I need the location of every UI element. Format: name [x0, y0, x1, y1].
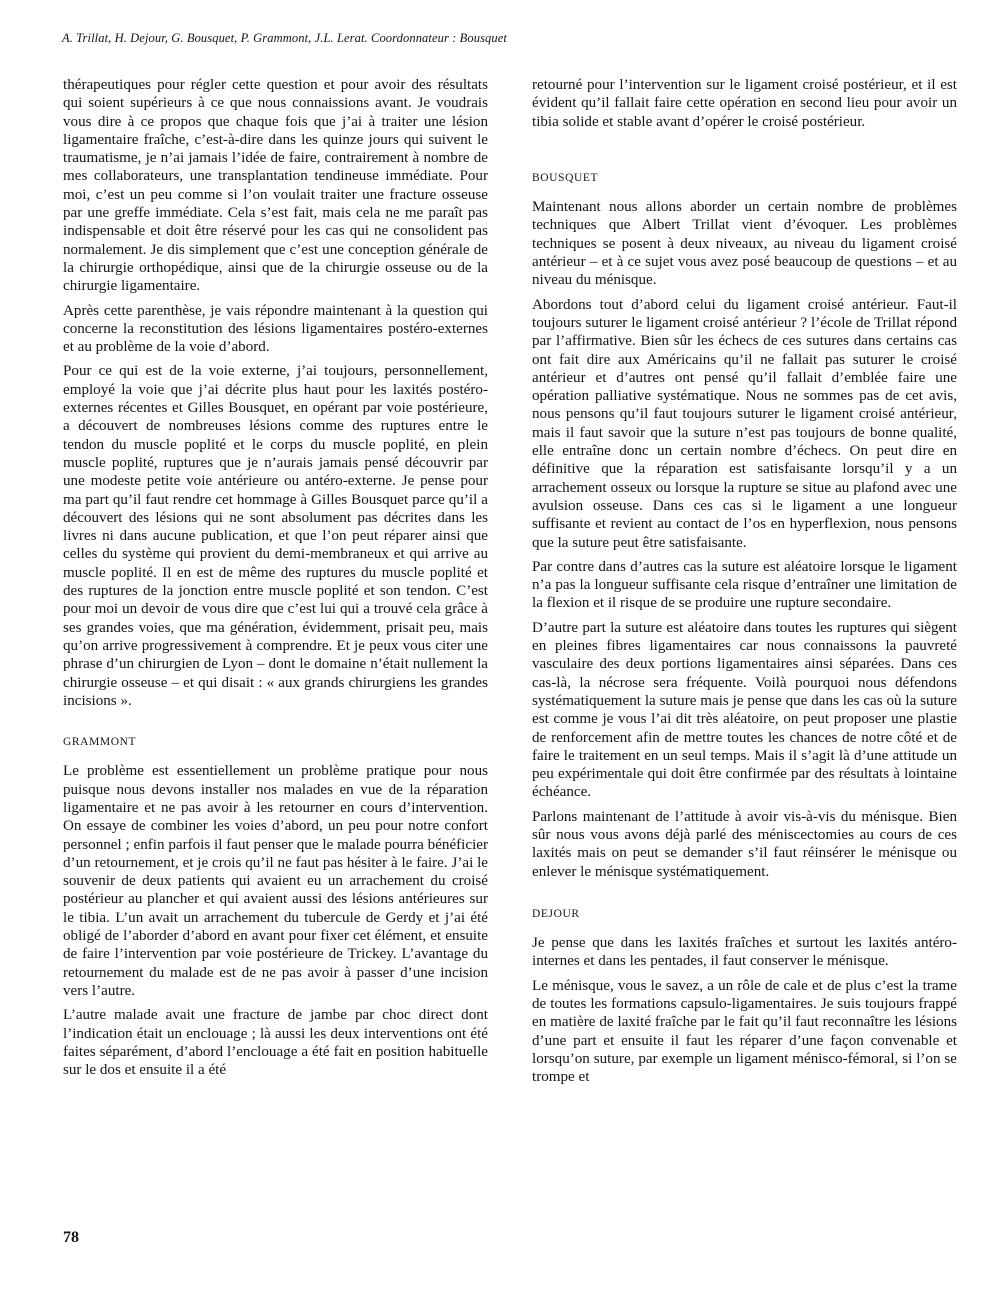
paragraph: D’autre part la suture est aléatoire dans toutes les ruptures qui siègent en pleines fibres ligamentaires car nous connaissons la pauvreté vasculaire des deux portions ligamentaires ainsi séparées. Dans ces cas-là, la nécrose sera fréquente. Voilà pourquoi nous défendons systématiquement la suture mais je pense que dans les cas où la suture est comme je vous l’ai dit très aléatoire, on peut proposer une plastie de renforcement afin de mettre toutes les chances de notre côté et de faire le traitement en un seul temps. Mais il s’agit là d’une attitude un peu expérimentale qui doit être confirmée par des résultats à lointaine échéance.	[532, 619, 957, 801]
paragraph: Après cette parenthèse, je vais répondre maintenant à la question qui concerne la reconstitution des lésions ligamentaires postéro-externes et au problème de la voie d’abord.	[63, 302, 488, 356]
paragraph: Parlons maintenant de l’attitude à avoir vis-à-vis du ménisque. Bien sûr nous vous avons déjà parlé des méniscectomies au cours de ces laxités mais on peut se demander s’il faut réinsérer le ménisque ou enlever le ménisque systématiquement.	[532, 808, 957, 880]
paragraph: Maintenant nous allons aborder un certain nombre de problèmes techniques que Albert Trillat vient d’évoquer. Les problèmes techniques se posent à deux niveaux, au niveau du ligament croisé antérieur – et à ce sujet vous avez posé beaucoup de questions – et au niveau du ménisque.	[532, 199, 957, 289]
paragraph: Le problème est essentiellement un problème pratique pour nous puisque nous devons installer nos malades en vue de la réparation ligamentaire et ne pas avoir à les retourner en cours d’intervention. On essaye de combiner les voies d’abord, un peu pour notre confort personnel ; enfin parfois il faut penser que le malade pourra bénéficier d’un retournement, et je crois qu’il ne faut pas hésiter à le faire. J’ai le souvenir de deux patients qui avaient eu un arrachement du croisé postérieur au plancher et qui avaient aussi des lésions antérieures sur le tibia. L’un avait un arrachement du tubercule de Gerdy et j’ai été obligé de l’aborder d’abord en avant pour fixer cet élément, et ensuite de faire l’intervention par voie postérieure de Trickey. L’avantage du retournement du malade est de ne pas avoir à passer d’une incision vers l’autre.	[63, 763, 488, 999]
paragraph: retourné pour l’intervention sur le ligament croisé postérieur, et il est évident qu’il fallait faire cette opération en second lieu pour avoir un tibia solide et stable avant d’opérer le croisé postérieur.	[532, 77, 957, 130]
paragraph: thérapeutiques pour régler cette question et pour avoir des résultats qui soient supérieurs à ce que nous connaissions avant. Je voudrais vous dire à ce propos que chaque fois que j’ai à traiter une lésion ligamentaire fraîche, c’est-à-dire dans les quinze jours qui suivent le traumatisme, je n’ai jamais l’idée de faire, contrairement à nombre de mes collaborateurs, une transplantation tendineuse immédiate. Pour moi, c’est un peu comme si l’on voulait traiter une fracture osseuse par une greffe immédiate. Cela s’est fait, mais cela ne me paraît pas indispensable et doit être réservé pour les cas qui ne consolident pas normalement. Je dis simplement que c’est une conception générale de la chirurgie orthopédique, ainsi que de la chirurgie osseuse ou de la chirurgie ligamentaire.	[63, 77, 488, 295]
paragraph: Je pense que dans les laxités fraîches et surtout les laxités antéro-internes et dans les pentades, il faut conserver le ménisque.	[532, 935, 957, 970]
paragraph: Le ménisque, vous le savez, a un rôle de cale et de plus c’est la trame de toutes les formations capsulo-ligamentaires. Je suis toujours frappé en matière de laxité fraîche par le fait qu’il faut reconnaître les lésions d’une part et ensuite il faut les réparer d’une façon convenable et lorsqu’on suture, par exemple un ligament ménisco-fémoral, si l’on se trompe et	[532, 977, 957, 1086]
speaker-heading-grammont: GRAMMONT	[63, 736, 137, 749]
speaker-heading-bousquet: BOUSQUET	[532, 171, 599, 184]
paragraph: Par contre dans d’autres cas la suture est aléatoire lorsque le ligament n’a pas la longueur suffisante cela risque d’entraîner une limitation de la flexion et il risque de se produire une rupture secondaire.	[532, 558, 957, 612]
right-column	[532, 76, 957, 1093]
page-number: 78	[63, 1229, 79, 1246]
running-header: A. Trillat, H. Dejour, G. Bousquet, P. Grammont, J.L. Lerat. Coordonnateur : Bousquet	[62, 31, 507, 45]
paragraph: L’autre malade avait une fracture de jambe par choc direct dont l’indication était un enclouage ; là aussi les deux interventions ont été faites séparément, d’abord l’enclouage a été fait en position habituelle sur le dos et ensuite il a été	[63, 1007, 488, 1079]
paragraph: Pour ce qui est de la voie externe, j’ai toujours, personnellement, employé la voie que j’ai décrite plus haut pour les laxités postéro-externes récentes et Gilles Bousquet, en opérant par voie postérieure, a découvert de nombreuses lésions comme des ruptures entre le tendon du muscle poplité et le corps du muscle poplité, en plein muscle poplité, ruptures que je n’aurais jamais pensé découvrir par une modeste petite voie antérieure ou antéro-externe. Je pense pour ma part qu’il faut rendre cet hommage à Gilles Bousquet parce qu’il a découvert des lésions qui ne sont absolument pas décrites dans les livres ni dans aucune publication, et que l’on peut réparer ainsi que celles du système qui provient du demi-membraneux et qui arrive au muscle poplité. Il en est de même des ruptures du muscle poplité et des ruptures de la jonction entre muscle poplité et son tendon. C’est pour moi un devoir de vous dire que c’est lui qui a trouvé cela grâce à ses grandes voies, que ma génération, évidemment, prisait peu, mais qu’on arrive progressivement à comprendre. Et je peux vous citer une phrase d’un chirurgien de Lyon – dont le domaine n’était nullement la chirurgie osseuse – et qui disait : « aux grands chirurgiens les grandes incisions ».	[63, 363, 488, 709]
speaker-heading-dejour: DEJOUR	[532, 907, 580, 920]
paragraph: Abordons tout d’abord celui du ligament croisé antérieur. Faut-il toujours suturer le ligament croisé antérieur ? l’école de Trillat répond par l’affirmative. Bien sûr les échecs de ces sutures dans certains cas ont fait dire aux Américains qu’il ne fallait pas suturer le croisé antérieur et d’autres ont pensé qu’il fallait d’emblée faire une opération palliative systématique. Nous ne sommes pas de cet avis, nous pensons qu’il faut toujours suturer le ligament croisé antérieur, mais il faut savoir que la suture n’est pas toujours de bonne qualité, elle entraîne donc un certain nombre d’échecs. On peut dire en définitive que la réparation est satisfaisante lorsqu’il y a un arrachement osseux ou lorsque la rupture se situe au plafond avec une avulsion osseuse. Dans ces cas si le ligament a une longueur suffisante et revient au contact de l’os en hyperflexion, nous pensons que la suture peut être satisfaisante.	[532, 296, 957, 551]
left-column	[63, 76, 488, 1085]
